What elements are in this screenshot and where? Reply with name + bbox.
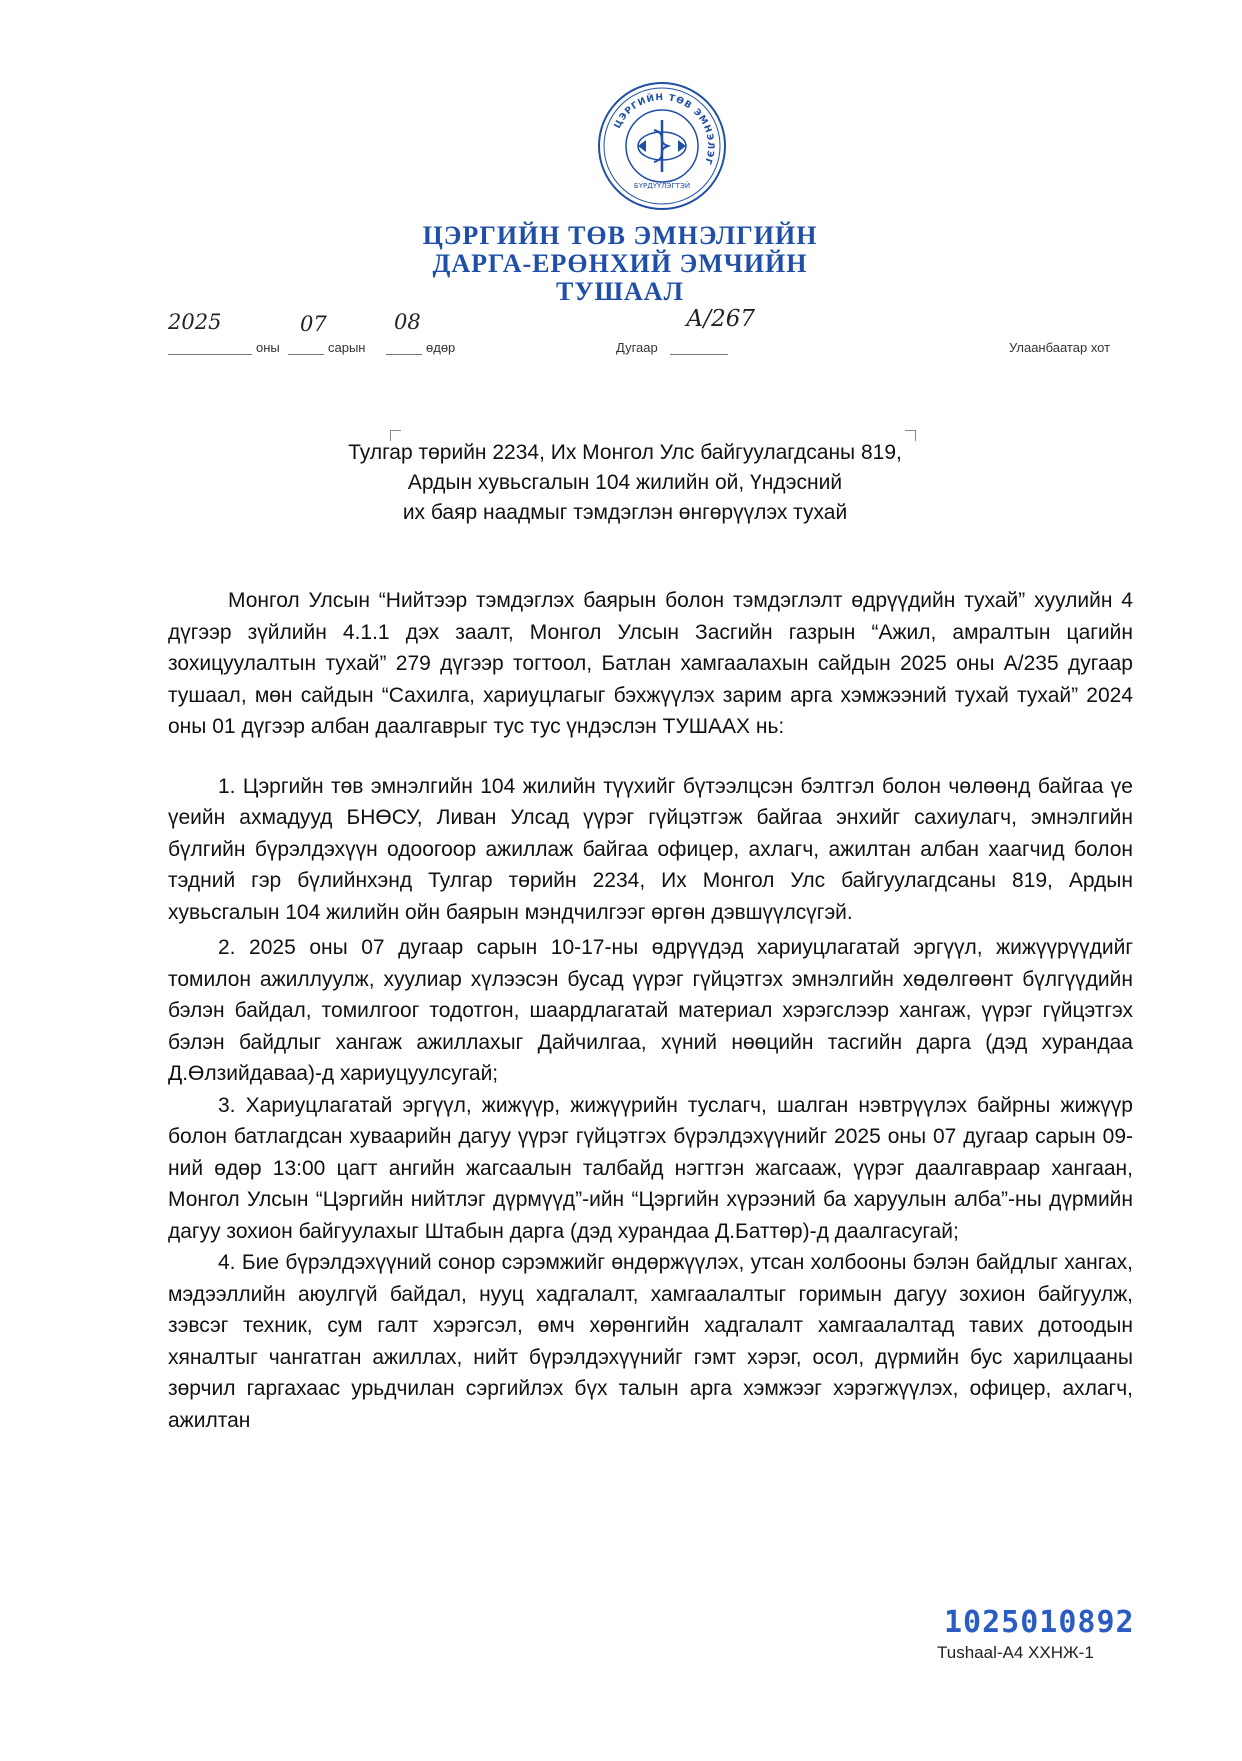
year-handwritten: 2025 [168,310,222,334]
year-blank [168,338,252,355]
title-line-2: Ардын хувьсгалын 104 жилийн ой, Үндэсний [407,471,843,494]
day-blank [386,338,422,355]
form-code: Tushaal-A4 ХХНЖ-1 [937,1643,1094,1662]
month-blank [288,338,324,355]
city-label: Улаанбаатар хот [1009,340,1111,355]
heading-line-1: ЦЭРГИЙН ТӨВ ЭМНЭЛГИЙН [422,221,818,250]
heading-line-3: ТУШААЛ [556,277,684,306]
order-item-1: 1. Цэргийн төв эмнэлгийн 104 жилийн түүхийг бүтээлцсэн бэлтгэл болон чөлөөнд байгаа үе үеийн ахмадууд БНӨСУ, Ливан Улсад үүрэг гүйцэтгэж байгаа энхийг сахиулагч, эмнэлгийн бүлгийн бүрэлдэхүүн одоогоор ажиллаж байгаа офицер, ахлагч, ажилтан албан хаагчид болон тэдний гэр бүлийнхэнд Тулгар төрийн 2234, Их Монгол Улс байгуулагдсаны 819, Ардын хувьсгалын 104 жилийн ойн баярын мэндчилгээг өргөн дэвшүүлсүгэй. [168,774,1133,924]
svg-text:ЦЭРГИЙН ТӨВ ЭМНЭЛЭГ [613,91,715,166]
seal-emblem [596,80,728,212]
title-line-3: их баяр наадмыг тэмдэглэн өнгөрүүлэх тухай [402,501,848,524]
order-item-3: 3. Хариуцлагатай эргүүл, жижүүр, жижүүрийн туслагч, шалган нэвтрүүлэх байрны жижүүр болон батлагдсан хуваарийн дагуу үүрэг гүйцэтгэх бүрэлдэхүүнийг 2025 оны 07 дугаар сарын 09-ний өдөр 13:00 цагт ангийн жагсаалын талбайд нэгтгэн жагсааж, үүрэг даалгавраар хангаан, Монгол Улсын “Цэргийн нийтлэг дүрмүүд”-ийн “Цэргийн хүрээний ба харуулын алба”-ны дүрмийн дагуу зохион байгуулахыг Штабын дарга (дэд хурандаа Д.Баттөр)-д даалгасугай; [168,1093,1133,1243]
number-blank [670,338,728,355]
title-line-1: Тулгар төрийн 2234, Их Монгол Улс байгуулагдсаны 819, [348,441,902,464]
order-body [168,585,1133,1436]
month-handwritten: 07 [300,312,327,336]
intro-paragraph: Монгол Улсын “Нийтээр тэмдэглэх баярын болон тэмдэглэлт өдрүүдийн тухай” хуулийн 4 дүгээр зүйлийн 4.1.1 дэх заалт, Монгол Улсын Засгийн газрын “Ажил, амралтын цагийн зохицуулалтын тухай” 279 дүгээр тогтоол, Батлан хамгаалахын сайдын 2025 оны А/235 дугаар тушаал, мөн сайдын “Сахилга, хариуцлагыг бэхжүүлэх зарим арга хэмжээний тухай тухай” 2024 оны 01 дүгээр албан даалгаврыг тус тус үндэслэн ТУШААХ нь: [168,589,1133,738]
year-label: оны [256,340,280,355]
seal-ring-text: ЦЭРГИЙН ТӨВ ЭМНЭЛЭГ [612,92,716,167]
heading-line-2: ДАРГА-ЕРӨНХИЙ ЭМЧИЙН [432,249,808,278]
order-item-4: 4. Бие бүрэлдэхүүний сонор сэрэмжийг өндөржүүлэх, утсан холбооны бэлэн байдлыг хангах, мэдээллийн аюулгүй байдал, нууц хадгалалт, хамгаалалтыг горимын дагуу зохион байгуулж, зэвсэг техник, сум галт хэрэгсэл, өмч хөрөнгийн хадгалалт хамгаалалтад тавих дотоодын хяналтыг чангатган ажиллах, нийт бүрэлдэхүүнийг гэмт хэрэг, осол, дүрмийн бус харилцааны зөрчил гаргахаас урьдчилан сэргийлэх бүх талын арга хэмжээг хэрэгжүүлэх, офицер, ахлагч, ажилтан [168,1251,1133,1432]
order-title [260,438,990,528]
day-label: өдөр [426,340,456,355]
number-label: Дугаар [616,340,658,355]
order-item-2: 2. 2025 оны 07 дугаар сарын 10-17-ны өдрүүдэд хариуцлагатай эргүүл, жижүүрүүдийг томилон ажиллуулж, хуулиар хүлээсэн бусад үүрэг гүйцэтгэх эмнэлгийн хөдөлгөөнт бүлгүүдийн бэлэн байдал, томилгоог тодотгон, шаардлагатай материал хэрэгслээр хангаж, үүрэг гүйцэтгэх бэлэн байдлыг хангаж ажиллахыг Дайчилгаа, хүний нөөцийн тасгийн дарга (дэд хурандаа Д.Өлзийдаваа)-д хариуцуулсугай; [168,936,1133,1085]
document-heading [300,222,940,306]
number-handwritten: А/267 [686,306,756,332]
seal-bottom-text: БҮРДҮҮЛЭГТЭЙ [633,182,691,190]
date-number-row [0,306,1242,358]
month-label: сарын [328,340,366,355]
day-handwritten: 08 [394,310,421,334]
registration-number-stamp: 1025010892 [944,1605,1135,1640]
